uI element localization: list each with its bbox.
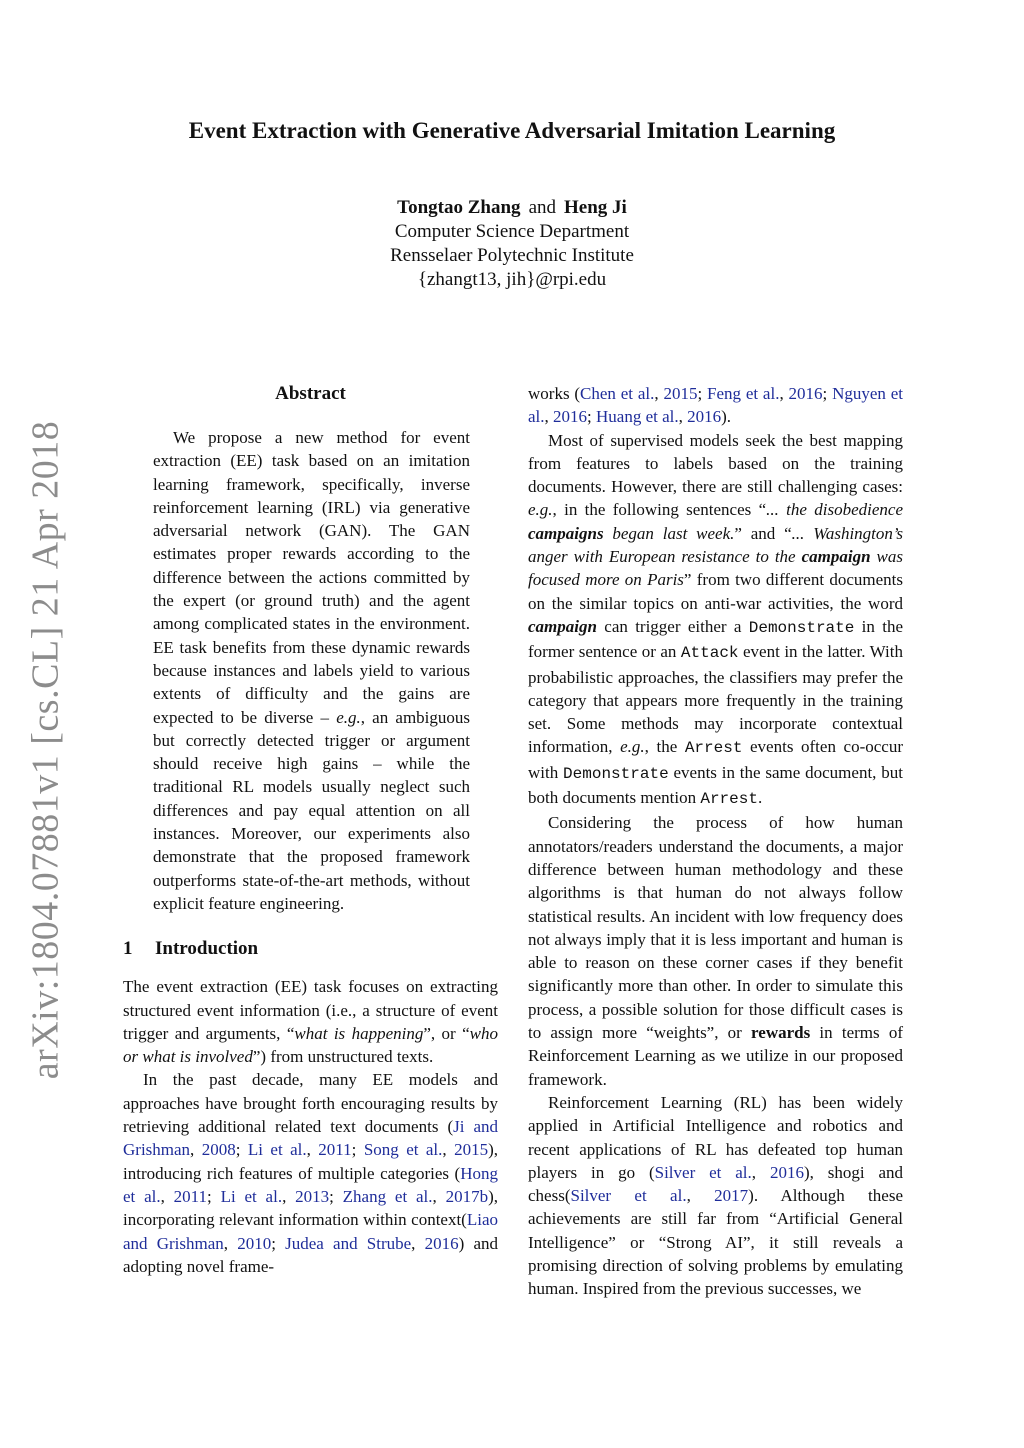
- abstract-heading: Abstract: [275, 383, 346, 404]
- citation-link[interactable]: Zhang et al.: [342, 1186, 433, 1206]
- citation-link[interactable]: Huang et al.: [596, 407, 679, 427]
- section-number: 1: [123, 938, 133, 960]
- intro-paragraph-4: Considering the process of how human annotators/readers understand the documents, a major difference between human methodology and these algorithms is that human do not always follow statistical results. An incident with low frequency does not always imply that it is less important and human is able to reason on these corner cases if they benefit significantly more than other. In order to simulate this process, a possible solution for those difficult cases is to assign more “weights”, or rewards in terms of Reinforcement Learning as we utilize in our proposed framework.: [528, 813, 903, 1089]
- author-block: [0, 196, 1024, 292]
- intro-paragraph-2: In the past decade, many EE models and approaches have brought forth encouraging results by retrieving additional related text documents (Ji and Grishman, 2008; Li et al., 2011; Song et al., 2015), introducing rich features of multiple categories (Hong et al., 2011; Li et al., 2013; Zhang et al., 2017b), incorporating relevant information within context(Liao and Grishman, 2010; Judea and Strube, 2016) and adopting novel frame-: [123, 1070, 499, 1276]
- event-type-label: Arrest: [700, 790, 758, 809]
- citation-link[interactable]: 2017: [714, 1186, 749, 1206]
- citation-link[interactable]: Judea and Strube: [285, 1233, 412, 1253]
- intro-paragraph-5: Reinforcement Learning (RL) has been widely applied in Artificial Intelligence and robotics and recent applications of RL has defeated top human players in go (Silver et al., 2016), shogi and chess(Silver et al., 2017). Although these achievements are still far from “Artificial General Intelligence” or “Strong AI”, it still reveals a promising direction of solving problems by emulating human. Inspired from the previous successes, we: [528, 1092, 903, 1299]
- citation-link[interactable]: 2008: [201, 1140, 236, 1160]
- citation-link[interactable]: 2017b: [445, 1186, 489, 1206]
- abstract-paragraph: We propose a new method for event extraction (EE) task based on an imitation learning framework, specifically, inverse reinforcement learning (IRL) via generative adversarial network (GAN). The GAN estimates proper rewards according to the difference between the actions committed by the expert (or ground truth) and the agent among complicated states in the environment. EE task benefits from these dynamic rewards because instances and labels yield to various extents of difficulty and the gains are expected to be diverse – e.g., an ambiguous but correctly detected trigger or argument should receive high gains – while the traditional RL models usually neglect such differences and pay equal attention on all instances. Moreover, our experiments also demonstrate that the proposed framework outperforms state-of-the-art methods, without explicit feature engineering.: [153, 428, 471, 913]
- citation-link[interactable]: Hong et al.: [123, 1163, 498, 1206]
- citation-link[interactable]: 2011: [318, 1140, 352, 1160]
- author-names: [0, 196, 1024, 220]
- event-type-label: Attack: [680, 644, 739, 663]
- citation-link[interactable]: Ji and Grishman: [123, 1117, 498, 1160]
- citation-link[interactable]: Chen et al.: [580, 384, 655, 403]
- citation-link[interactable]: 2013: [295, 1186, 330, 1206]
- event-type-label: Demonstrate: [748, 618, 855, 637]
- citation-link[interactable]: 2015: [454, 1140, 489, 1160]
- citation-link[interactable]: 2016: [553, 407, 588, 427]
- citation-link[interactable]: 2016: [687, 407, 722, 427]
- citation-link[interactable]: Liao and Grishman: [123, 1210, 498, 1253]
- author-email: {zhangt13, jih}@rpi.edu: [417, 269, 607, 290]
- citation-link[interactable]: 2011: [173, 1186, 208, 1206]
- event-type-label: Arrest: [684, 739, 743, 758]
- citation-link[interactable]: Silver et al.: [570, 1186, 687, 1206]
- paper-title: Event Extraction with Generative Adversarial Imitation Learning: [188, 118, 836, 143]
- right-column: [528, 382, 903, 1301]
- citation-link[interactable]: Nguyen et al.: [528, 384, 904, 427]
- citation-link[interactable]: Silver et al.: [654, 1162, 752, 1182]
- citation-link[interactable]: 2010: [237, 1233, 272, 1253]
- citation-link[interactable]: 2015: [663, 384, 698, 403]
- left-column: [123, 382, 498, 1278]
- arxiv-identifier: arXiv:1804.07881v1 [cs.CL] 21 Apr 2018: [24, 420, 67, 1080]
- section-title: Introduction: [155, 938, 259, 960]
- author-institution: Rensselaer Polytechnic Institute: [390, 245, 634, 266]
- event-type-label: Demonstrate: [563, 764, 669, 783]
- citation-link[interactable]: Li et al.: [220, 1186, 283, 1206]
- citation-link[interactable]: Song et al.: [363, 1140, 443, 1160]
- intro-paragraph-1: The event extraction (EE) task focuses on extracting structured event information (i.e., a structure of event trigger and arguments, “what is happening”, or “who or what is involved”) from unstructured texts.: [123, 977, 498, 1067]
- citation-link[interactable]: 2016: [424, 1233, 459, 1253]
- author-1: Tongtao Zhang: [397, 197, 521, 218]
- citation-link[interactable]: Feng et al.: [707, 384, 780, 403]
- author-department: Computer Science Department: [394, 221, 630, 242]
- citation-link[interactable]: Li et al.: [247, 1140, 307, 1160]
- arxiv-side-stamp: [12, 420, 78, 1080]
- section-heading-introduction: [123, 937, 498, 961]
- author-conjunction: and: [528, 197, 556, 218]
- intro-paragraph-2-continued: works (Chen et al., 2015; Feng et al., 2016; Nguyen et al., 2016; Huang et al., 2016).: [528, 384, 904, 427]
- intro-paragraph-3: Most of supervised models seek the best mapping from features to labels based on the training documents. However, there are still challenging cases: e.g., in the following sentences “... the disobedience campaigns began last week.” and “... Washington’s anger with European resistance to the campaign was focused more on Paris” from two different documents on the similar topics on anti-war activities, the word campaign can trigger either a Demonstrate in the former sentence or an Attack event in the latter. With probabilistic approaches, the classifiers may prefer the category that appears more frequently in the training set. Some methods may incorporate contextual information, e.g., the Arrest events often co-occur with Demonstrate events in the same document, but both documents mention Arrest.: [528, 430, 904, 809]
- abstract-body: [153, 426, 470, 915]
- citation-link[interactable]: 2016: [788, 384, 823, 403]
- author-2: Heng Ji: [564, 197, 627, 218]
- citation-link[interactable]: 2016: [769, 1162, 804, 1182]
